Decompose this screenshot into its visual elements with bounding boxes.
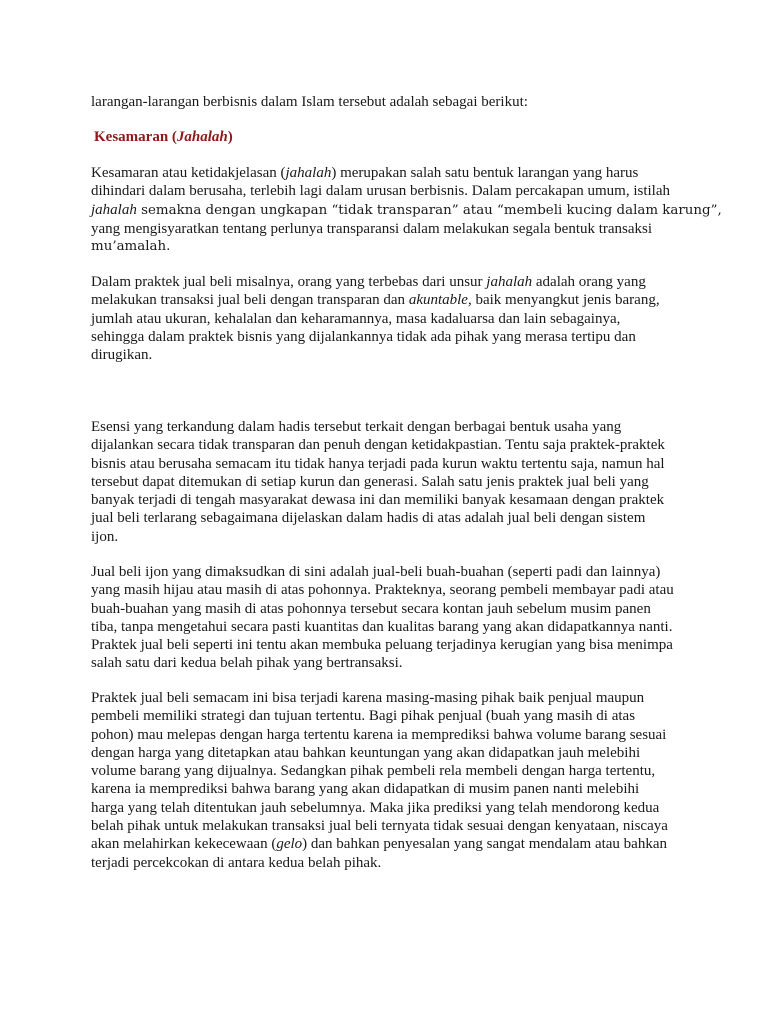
term-jahalah: jahalah	[285, 165, 332, 181]
intro-line: larangan-larangan berbisnis dalam Islam tersebut adalah sebagai berikut:	[91, 94, 528, 110]
term-gelo: gelo	[276, 836, 303, 853]
paragraph-kesamaran-definition: Kesamaran atau ketidakjelasan (jahalah) merupakan salah satu bentuk larangan yang harus dihindari dalam berusaha, terlebih lagi dalam urusan berbisnis. Dalam percakapan umum, istilah jahalah semakna dengan ungkapan “tidak transparan” atau “membeli kucing dalam karung”, yang mengisyaratkan tentang perlunya transparansi dalam melakukan segala bentuk transaksi mu’amalah.	[91, 165, 722, 255]
paragraph-strategi-penjual-pembeli: Praktek jual beli semacam ini bisa terjadi karena masing-masing pihak baik penjual maupun pembeli memiliki strategi dan tujuan tertentu. Bagi pihak penjual (buah yang masih di atas pohon) mau melepas dengan harga tertentu karena ia memprediksi bahwa volume barang sesuai dengan harga yang ditetapkan atau bahkan keuntungan yang akan didapatkan jauh melebihi volume barang yang dijualnya. Sedangkan pihak pembeli rela membeli dengan harga tertentu, karena ia memprediksi bahwa barang yang akan didapatkan di musim panen nanti melebihi harga yang telah ditentukan jauh sebelumnya. Maka jika prediksi yang telah mendorong kedua belah pihak untuk melakukan transaksi jual beli ternyata tidak sesuai dengan kenyataan, niscaya akan melahirkan kekecewaan (gelo) dan bahkan penyesalan yang sangat mendalam atau bahkan terjadi percekcokan di antara kedua belah pihak.	[91, 690, 668, 871]
term-jahalah: jahalah	[486, 274, 533, 290]
paragraph-praktek-jual-beli: Dalam praktek jual beli misalnya, orang yang terbebas dari unsur jahalah adalah orang yang melakukan transaksi jual beli dengan transparan dan akuntable, baik menyangkut jenis barang, jumlah atau ukuran, kehalalan dan keharamannya, masa kadaluarsa dan lain sebagainya, sehingga dalam praktek bisnis yang dijalankannya tidak ada pihak yang merasa tertipu dan dirugikan.	[91, 274, 660, 364]
heading-term: Jahalah	[176, 129, 228, 145]
term-akuntable: akuntable	[408, 292, 468, 309]
term-jahalah: jahalah	[91, 201, 137, 218]
paragraph-jual-beli-ijon: Jual beli ijon yang dimaksudkan di sini adalah jual-beli buah-buahan (seperti padi dan lainnya) yang masih hijau atau masih di atas pohonnya. Prakteknya, seorang pembeli membayar padi atau buah-buahan yang masih di atas pohonnya tersebut secara kontan jauh sebelum musim panen tiba, tanpa mengetahui secara pasti kuantitas dan kualitas barang yang akan didapatkannya nanti. Praktek jual beli seperti ini tentu akan membuka peluang terjadinya kerugian yang bisa menimpa salah satu dari kedua belah pihak yang bertransaksi.	[91, 564, 674, 672]
section-heading: Kesamaran (Jahalah)	[94, 129, 233, 145]
paragraph-esensi-hadis: Esensi yang terkandung dalam hadis tersebut terkait dengan berbagai bentuk usaha yang dijalankan secara tidak transparan dan penuh dengan ketidakpastian. Tentu saja praktek-praktek bisnis atau berusaha semacam itu tidak hanya terjadi pada kurun waktu tertentu saja, namun hal tersebut dapat ditemukan di setiap kurun dan generasi. Salah satu jenis praktek jual beli yang banyak terjadi di tengah masyarakat dewasa ini dan memiliki banyak kesamaan dengan praktek jual beli terlarang sebagaimana dijelaskan dalam hadis di atas adalah jual beli dengan sistem ijon.	[91, 419, 665, 545]
